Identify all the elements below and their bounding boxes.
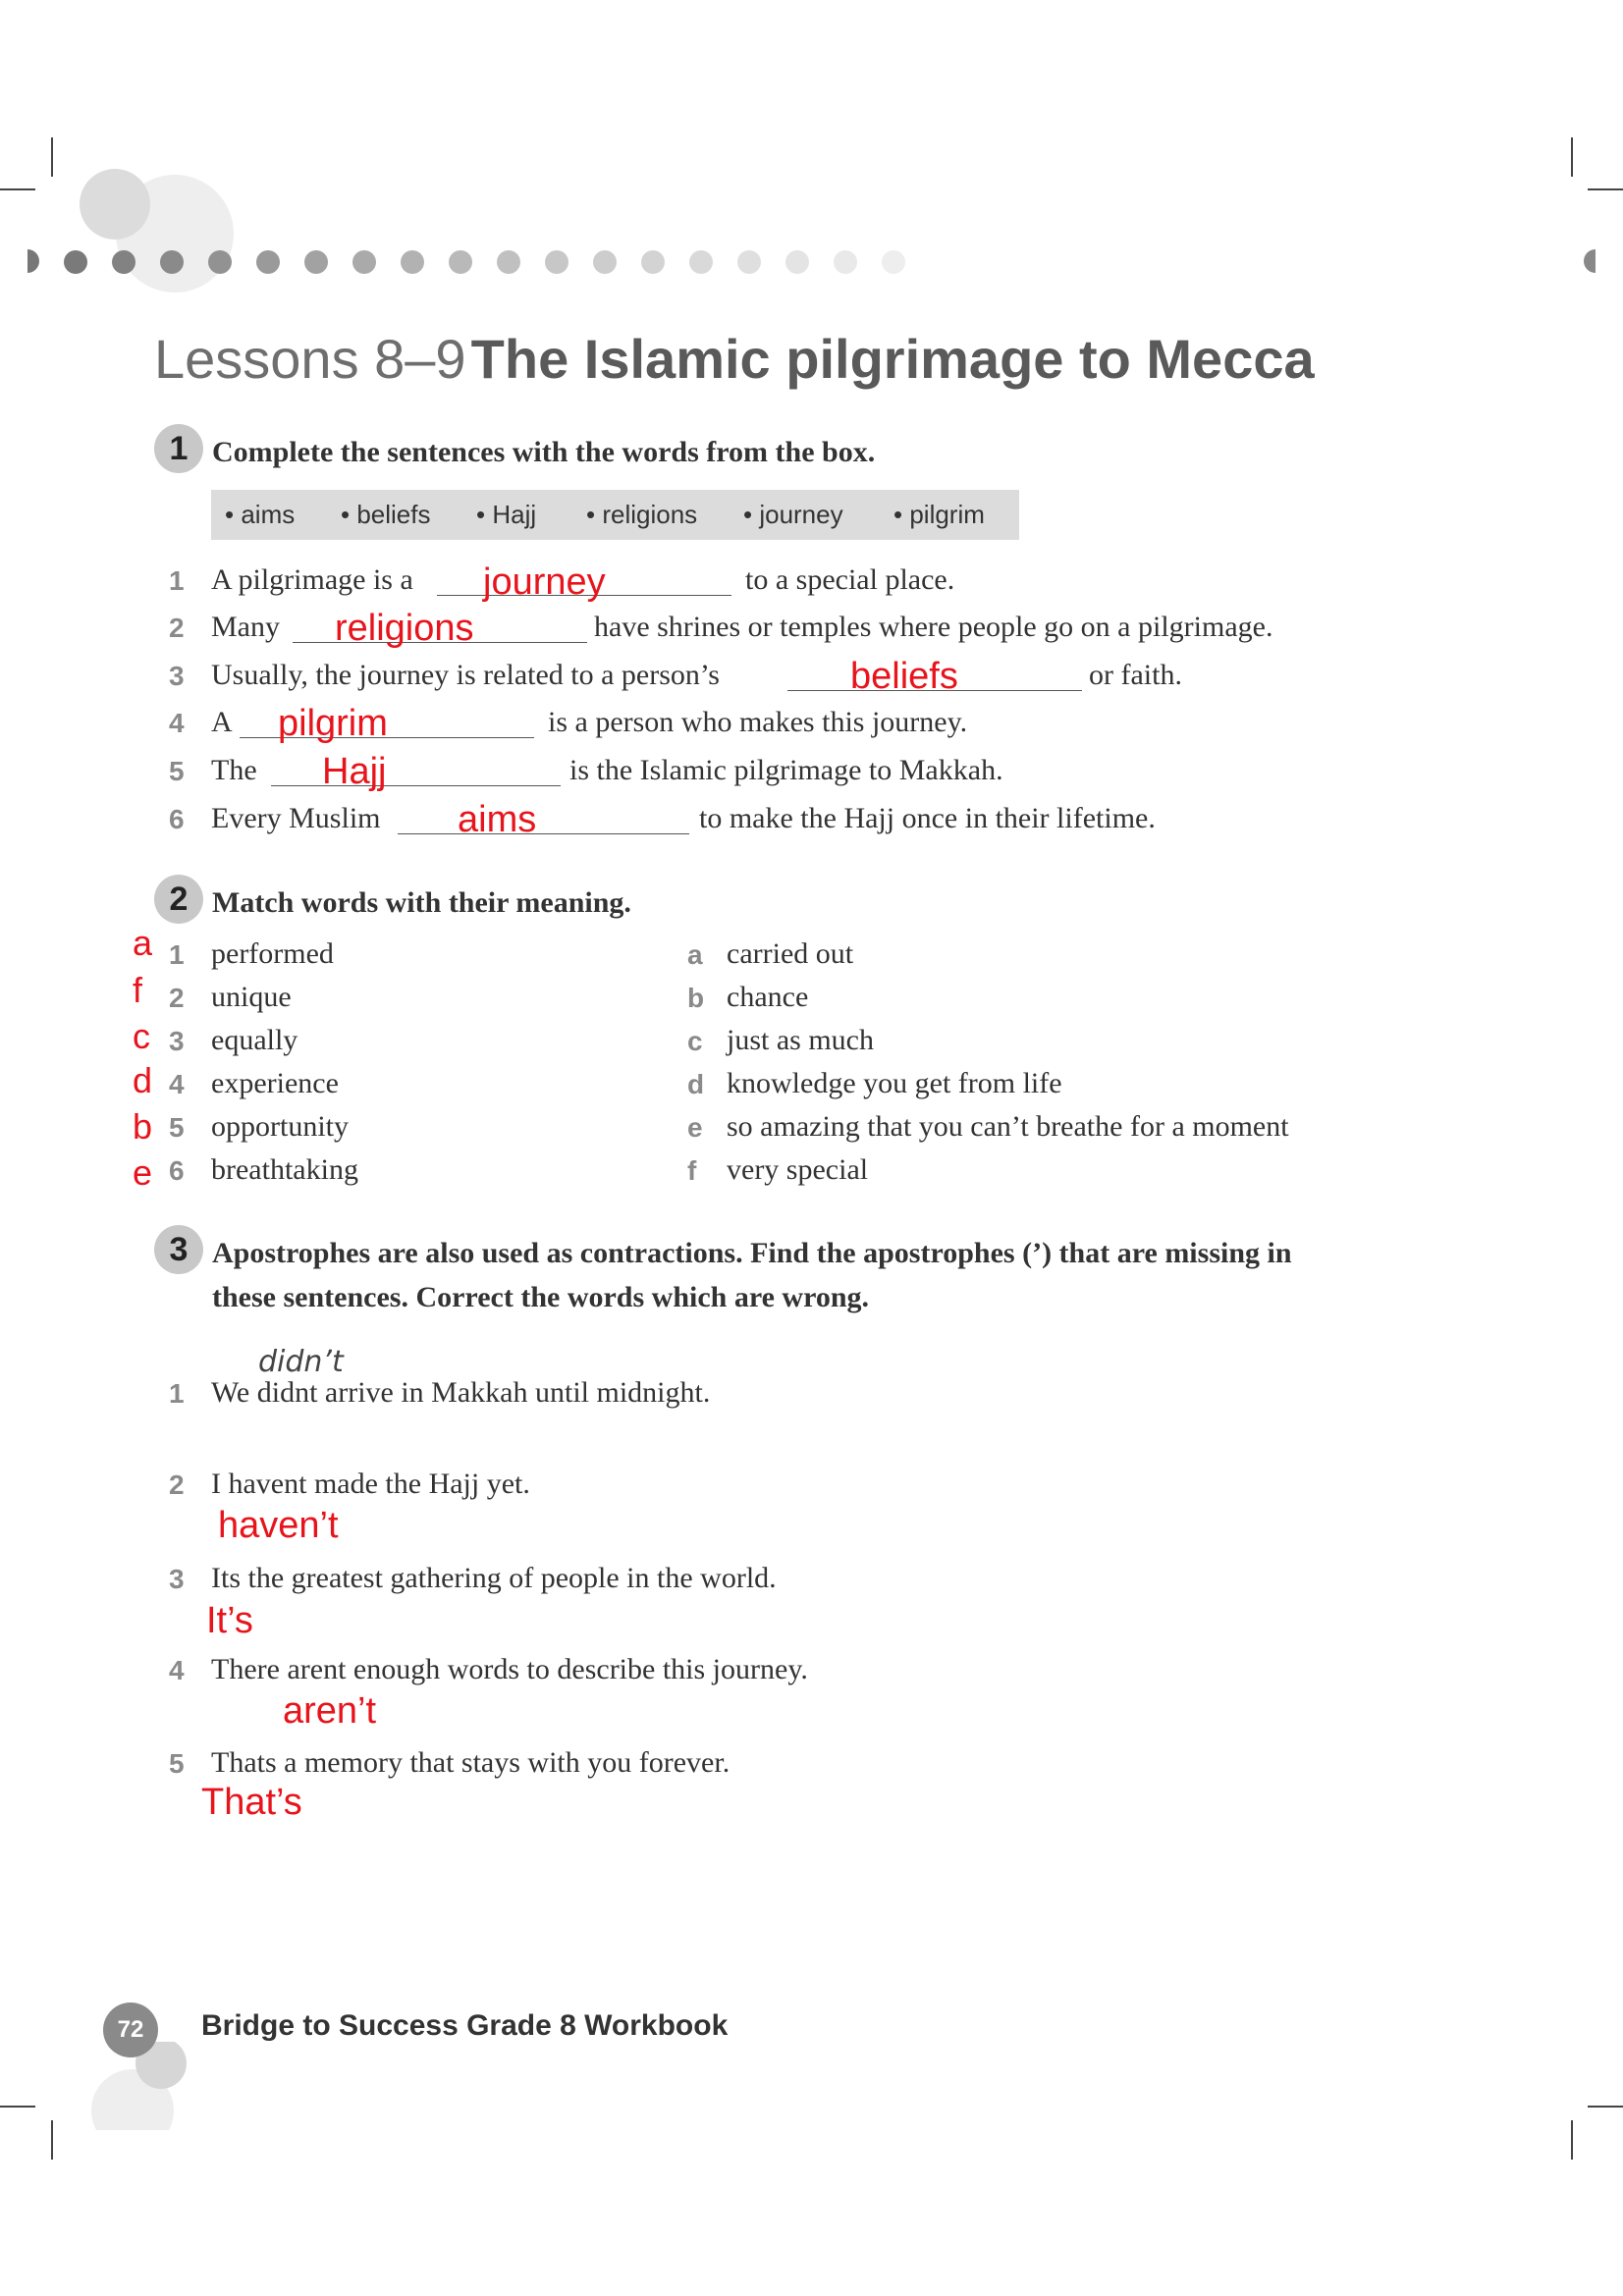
handwritten-match: e xyxy=(133,1152,153,1193)
exercise-2-instruction: Match words with their meaning. xyxy=(212,886,631,919)
handwritten-correction: didn’t xyxy=(258,1345,344,1379)
match-word: performed xyxy=(211,937,334,970)
item-letter: d xyxy=(687,1069,705,1099)
handwritten-correction: It’s xyxy=(206,1600,253,1641)
handwritten-correction: haven’t xyxy=(218,1505,339,1546)
handwritten-match: a xyxy=(133,923,153,963)
item-letter: b xyxy=(687,983,705,1013)
sentence: Its the greatest gathering of people in the world. xyxy=(211,1562,777,1594)
item-letter: c xyxy=(687,1026,703,1056)
word-box-item: • journey xyxy=(743,500,843,529)
sentence-after: or faith. xyxy=(1089,659,1182,691)
sentence-before: A pilgrimage is a xyxy=(211,563,413,596)
handwritten-answer: pilgrim xyxy=(278,703,388,744)
sentence: Thats a memory that stays with you forever. xyxy=(211,1746,730,1779)
handwritten-correction: aren’t xyxy=(283,1690,377,1732)
item-number: 4 xyxy=(169,708,185,738)
sentence-after: have shrines or temples where people go on a pilgrimage. xyxy=(594,611,1273,643)
sentence-before: The xyxy=(211,754,257,786)
item-letter: f xyxy=(687,1155,697,1186)
match-word: experience xyxy=(211,1067,339,1099)
item-number: 1 xyxy=(169,565,185,596)
handwritten-match: d xyxy=(133,1060,153,1100)
match-word: unique xyxy=(211,981,292,1013)
item-number: 6 xyxy=(169,1155,185,1186)
item-number: 5 xyxy=(169,1748,185,1779)
item-number: 3 xyxy=(169,1026,185,1056)
sentence-after: is the Islamic pilgrimage to Makkah. xyxy=(569,754,1003,786)
answer-blank xyxy=(398,833,689,834)
item-number: 2 xyxy=(169,613,185,643)
handwritten-match: c xyxy=(133,1016,150,1056)
sentence-before: Many xyxy=(211,611,280,643)
handwritten-answer: aims xyxy=(458,799,537,840)
word-box-item: • religions xyxy=(586,500,698,529)
item-number: 1 xyxy=(169,1378,185,1409)
item-number: 3 xyxy=(169,661,185,691)
item-number: 4 xyxy=(169,1069,185,1099)
header-decoration xyxy=(0,157,1623,314)
handwritten-match: f xyxy=(133,970,143,1010)
sentence: I havent made the Hajj yet. xyxy=(211,1468,530,1500)
item-number: 1 xyxy=(169,939,185,970)
word-box-item: • Hajj xyxy=(476,500,537,529)
handwritten-answer: Hajj xyxy=(322,751,387,792)
match-word: opportunity xyxy=(211,1110,349,1143)
match-meaning: carried out xyxy=(727,937,854,970)
crop-mark xyxy=(1588,2106,1623,2108)
match-meaning: just as much xyxy=(727,1024,874,1056)
book-title: Bridge to Success Grade 8 Workbook xyxy=(201,2009,729,2042)
crop-mark xyxy=(0,2106,35,2108)
word-box-item: • pilgrim xyxy=(893,500,985,529)
sentence-after: is a person who makes this journey. xyxy=(548,706,968,738)
sentence-before: Every Muslim xyxy=(211,802,381,834)
exercise-1-instruction: Complete the sentences with the words from the box. xyxy=(212,436,876,468)
lesson-title: The Islamic pilgrimage to Mecca xyxy=(470,328,1315,390)
exercise-2-badge: 2 xyxy=(154,875,203,924)
answer-blank xyxy=(271,785,561,786)
match-word: breathtaking xyxy=(211,1153,358,1186)
item-number: 6 xyxy=(169,804,185,834)
sentence-before: Usually, the journey is related to a person’s xyxy=(211,659,720,691)
exercise-3-badge: 3 xyxy=(154,1225,203,1274)
exercise-3-instruction-line1: Apostrophes are also used as contractions. Find the apostrophes (’) that are missing in xyxy=(212,1237,1292,1269)
handwritten-answer: journey xyxy=(483,561,606,603)
page-number: 72 xyxy=(103,2002,158,2057)
word-box-item: • beliefs xyxy=(341,500,431,529)
item-letter: e xyxy=(687,1112,703,1143)
item-number: 3 xyxy=(169,1564,185,1594)
match-meaning: very special xyxy=(727,1153,869,1186)
sentence: There arent enough words to describe this journey. xyxy=(211,1653,808,1685)
word-box xyxy=(211,490,1019,540)
lesson-label: Lessons 8–9 xyxy=(154,328,466,390)
item-letter: a xyxy=(687,939,703,970)
item-number: 2 xyxy=(169,983,185,1013)
item-number: 5 xyxy=(169,1112,185,1143)
page-title xyxy=(154,327,1315,391)
sentence: We didnt arrive in Makkah until midnight. xyxy=(211,1376,711,1409)
sentence-after: to make the Hajj once in their lifetime. xyxy=(699,802,1156,834)
match-word: equally xyxy=(211,1024,298,1056)
handwritten-correction: That’s xyxy=(201,1782,302,1823)
exercise-3-instruction-line2: these sentences. Correct the words which are wrong. xyxy=(212,1281,870,1313)
handwritten-match: b xyxy=(133,1106,153,1147)
exercise-1-badge: 1 xyxy=(154,424,203,473)
item-number: 4 xyxy=(169,1655,185,1685)
crop-mark xyxy=(1571,2120,1573,2160)
sentence-after: to a special place. xyxy=(745,563,955,596)
handwritten-answer: beliefs xyxy=(850,656,958,697)
match-meaning: knowledge you get from life xyxy=(727,1067,1062,1099)
crop-mark xyxy=(51,2120,53,2160)
item-number: 2 xyxy=(169,1469,185,1500)
item-number: 5 xyxy=(169,756,185,786)
match-meaning: so amazing that you can’t breathe for a moment xyxy=(727,1110,1289,1143)
sentence-before: A xyxy=(211,706,233,738)
handwritten-answer: religions xyxy=(335,608,474,649)
match-meaning: chance xyxy=(727,981,809,1013)
word-box-item: • aims xyxy=(225,500,296,529)
